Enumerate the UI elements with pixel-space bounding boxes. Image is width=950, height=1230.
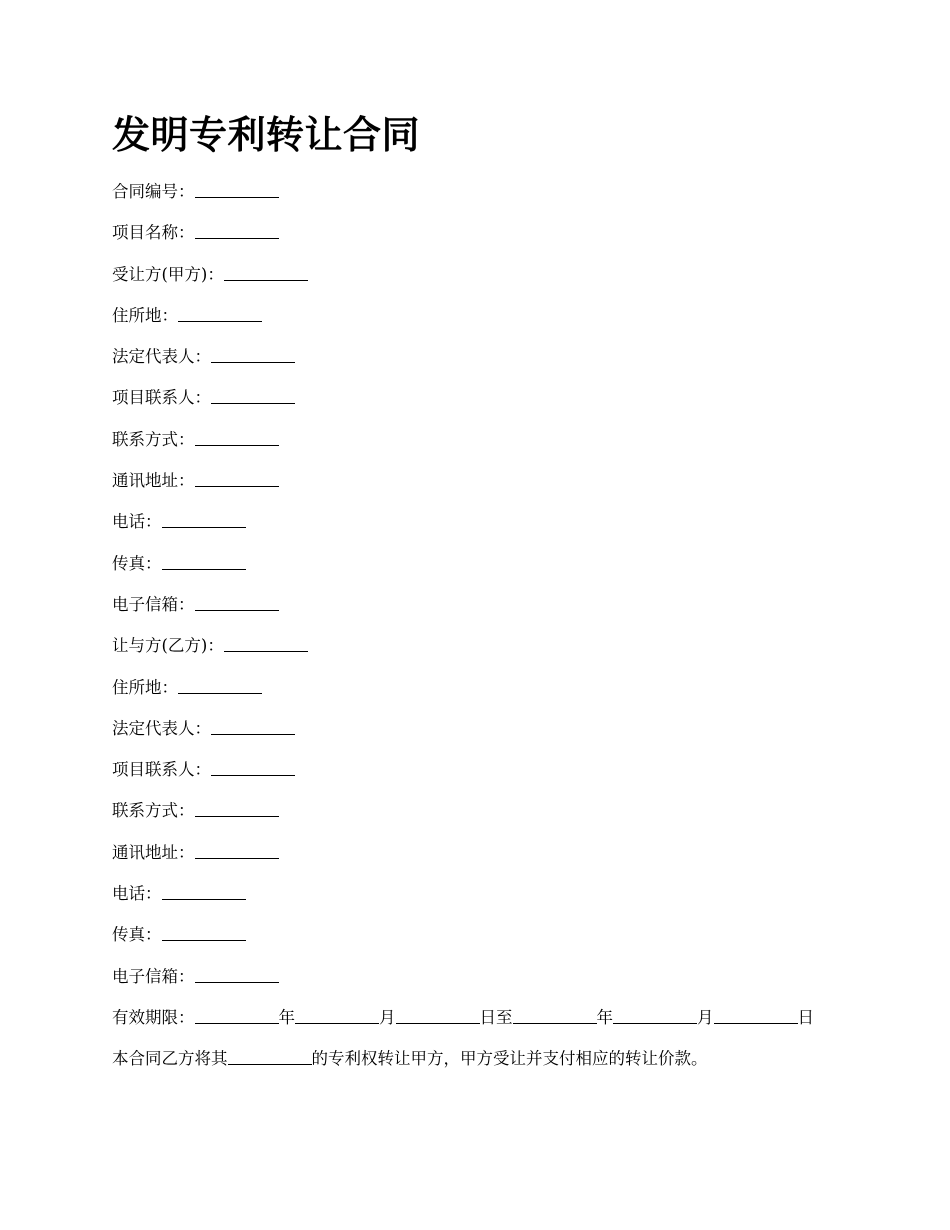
- field-label: 法定代表人: [112, 718, 195, 738]
- field-label: 联系方式: [112, 429, 178, 449]
- party-field-list: [112, 178, 852, 1004]
- field-line: [112, 261, 852, 302]
- field-label: 电话: [112, 512, 145, 532]
- field-colon: ：: [207, 636, 224, 656]
- field-line: [112, 921, 852, 962]
- field-colon: ：: [161, 305, 178, 325]
- field-label: 合同编号: [112, 182, 178, 201]
- field-blank[interactable]: [211, 344, 295, 363]
- field-colon: ：: [178, 223, 195, 243]
- field-line: [112, 343, 852, 384]
- field-label: 项目联系人: [112, 388, 195, 408]
- field-colon: ：: [178, 801, 195, 821]
- field-line: [112, 508, 852, 549]
- field-colon: ：: [178, 966, 195, 986]
- field-colon: ：: [145, 512, 162, 532]
- validity-end-day-blank[interactable]: [714, 1005, 798, 1024]
- field-blank[interactable]: [162, 551, 246, 570]
- field-blank[interactable]: [178, 675, 262, 694]
- validity-start-day-blank[interactable]: [396, 1005, 480, 1024]
- field-blank[interactable]: [195, 179, 279, 198]
- transfer-clause-line: [112, 1045, 852, 1086]
- field-line: [112, 715, 852, 756]
- field-blank[interactable]: [224, 633, 308, 652]
- field-label: 电话: [112, 884, 145, 904]
- field-colon: ：: [145, 884, 162, 904]
- field-colon: ：: [178, 182, 195, 201]
- field-line: [112, 384, 852, 425]
- field-label: 电子信箱: [112, 966, 178, 986]
- field-line: [112, 178, 852, 219]
- field-colon: ：: [145, 553, 162, 573]
- field-blank[interactable]: [162, 881, 246, 900]
- field-colon: ：: [161, 677, 178, 697]
- field-label: 电子信箱: [112, 594, 178, 614]
- field-blank[interactable]: [195, 964, 279, 983]
- field-blank[interactable]: [195, 220, 279, 239]
- document-title: 发明专利转让合同: [112, 113, 421, 157]
- clause-text-after: 的专利权转让甲方，甲方受让并支付相应的转让价款。: [311, 1049, 708, 1069]
- field-blank[interactable]: [211, 385, 295, 404]
- field-colon: ：: [194, 718, 211, 738]
- field-blank[interactable]: [162, 922, 246, 941]
- field-blank[interactable]: [162, 509, 246, 528]
- validity-end-year-unit: 年: [596, 1007, 613, 1027]
- field-colon: ：: [194, 388, 211, 408]
- field-label: 住所地: [112, 305, 162, 325]
- field-label: 通讯地址: [112, 471, 178, 491]
- field-colon: ：: [194, 760, 211, 780]
- validity-start-month-blank[interactable]: [295, 1005, 379, 1024]
- field-line: [112, 591, 852, 632]
- field-line: [112, 426, 852, 467]
- patent-name-blank[interactable]: [228, 1046, 312, 1065]
- field-line: [112, 632, 852, 673]
- field-colon: ：: [178, 429, 195, 449]
- field-blank[interactable]: [195, 592, 279, 611]
- field-colon: ：: [178, 594, 195, 614]
- field-label: 联系方式: [112, 801, 178, 821]
- validity-period-line: [112, 1004, 852, 1045]
- field-line: [112, 302, 852, 343]
- field-blank[interactable]: [195, 798, 279, 817]
- validity-end-day-unit: 日: [797, 1007, 814, 1027]
- field-line: [112, 839, 852, 880]
- field-line: [112, 797, 852, 838]
- field-blank[interactable]: [211, 716, 295, 735]
- validity-start-year-blank[interactable]: [195, 1005, 279, 1024]
- field-line: [112, 467, 852, 508]
- validity-month-unit: 月: [379, 1007, 396, 1027]
- field-blank[interactable]: [195, 427, 279, 446]
- field-line: [112, 880, 852, 921]
- validity-end-month-blank[interactable]: [613, 1005, 697, 1024]
- field-line: [112, 550, 852, 591]
- field-label: 让与方(乙方): [112, 636, 208, 656]
- field-colon: ：: [178, 471, 195, 491]
- validity-label: 有效期限：: [112, 1007, 195, 1027]
- field-label: 通讯地址: [112, 842, 178, 862]
- field-blank[interactable]: [178, 303, 262, 322]
- field-label: 住所地: [112, 677, 162, 697]
- validity-day-to-unit: 日至: [479, 1007, 513, 1027]
- field-blank[interactable]: [211, 757, 295, 776]
- field-line: [112, 674, 852, 715]
- field-line: [112, 756, 852, 797]
- field-blank[interactable]: [195, 468, 279, 487]
- field-colon: ：: [178, 842, 195, 862]
- field-blank[interactable]: [224, 262, 308, 281]
- field-label: 传真: [112, 553, 145, 573]
- field-label: 传真: [112, 925, 145, 945]
- field-colon: ：: [207, 264, 224, 284]
- field-label: 法定代表人: [112, 347, 195, 367]
- field-label: 项目名称: [112, 223, 178, 243]
- field-colon: ：: [194, 347, 211, 367]
- validity-end-year-blank[interactable]: [513, 1005, 597, 1024]
- field-label: 受让方(甲方): [112, 264, 208, 284]
- field-blank[interactable]: [195, 840, 279, 859]
- validity-year-unit: 年: [278, 1007, 295, 1027]
- field-colon: ：: [145, 925, 162, 945]
- field-label: 项目联系人: [112, 760, 195, 780]
- field-line: [112, 219, 852, 260]
- field-line: [112, 963, 852, 1004]
- clause-text-before: 本合同乙方将其: [112, 1049, 228, 1069]
- validity-end-month-unit: 月: [697, 1007, 714, 1027]
- contract-fields: [112, 178, 852, 1087]
